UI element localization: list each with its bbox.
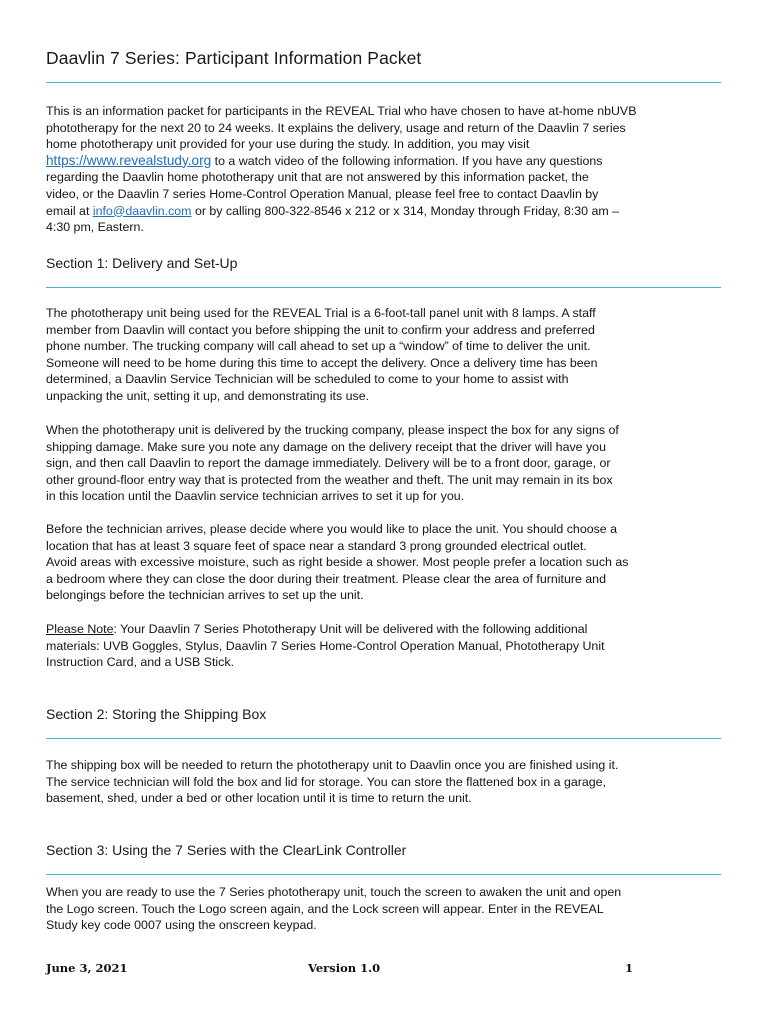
section1-paragraph-2: [46, 422, 736, 505]
paragraph-line: Study key code 0007 using the onscreen keypad.: [46, 918, 317, 933]
note-text: : Your Daavlin 7 Series Phototherapy Unit will be delivered with the following additional: [113, 622, 588, 636]
paragraph-line: Instruction Card, and a USB Stick.: [46, 655, 235, 670]
paragraph-line: determined, a Daavlin Service Technician will be scheduled to come to your home to assist with: [46, 372, 569, 387]
paragraph-line: in this location until the Daavlin service technician arrives to set it up for you.: [46, 489, 465, 504]
footer-date: June 3, 2021: [46, 961, 128, 975]
paragraph-line: other ground-floor entry way that is protected from the weather and theft. The unit may remain in its box: [46, 472, 613, 487]
paragraph-line: shipping damage. Make sure you note any damage on the delivery receipt that the driver will have you: [46, 439, 606, 454]
section3-divider: [46, 874, 721, 875]
paragraph-line: When you are ready to use the 7 Series phototherapy unit, touch the screen to awaken the unit and open: [46, 885, 622, 899]
section3-heading: Section 3: Using the 7 Series with the ClearLink Controller: [46, 842, 407, 858]
paragraph-line: The service technician will fold the box and lid for storage. You can store the flattened box in a garage,: [46, 774, 606, 789]
title-divider: [46, 82, 721, 83]
paragraph-line: a bedroom where they can close the door during their treatment. Please clear the area of furniture and: [46, 571, 606, 586]
paragraph-line: The phototherapy unit being used for the REVEAL Trial is a 6-foot-tall panel unit with 8 lamps. A staff: [46, 306, 596, 320]
paragraph-line: Avoid areas with excessive moisture, such as right beside a shower. Most people prefer a location such as: [46, 555, 629, 570]
paragraph-line: member from Daavlin will contact you before shipping the unit to confirm your address and preferred: [46, 322, 595, 337]
revealstudy-link[interactable]: https://www.revealstudy.org: [46, 152, 212, 168]
section1-paragraph-1: [46, 305, 736, 405]
intro-line: This is an information packet for participants in the REVEAL Trial who have chosen to have at-home nbUVB: [46, 104, 637, 118]
please-note-label: Please Note: [46, 622, 114, 636]
section2-divider: [46, 738, 721, 739]
intro-text: or by calling 800-322-8546 x 212 or x 314, Monday through Friday, 8:30 am –: [191, 203, 620, 218]
section3-paragraph: [46, 884, 736, 934]
paragraph-line: phone number. The trucking company will call ahead to set up a “window” of time to deliver the unit.: [46, 339, 591, 354]
paragraph-line: unpacking the unit, setting it up, and demonstrating its use.: [46, 388, 370, 403]
email-link[interactable]: info@daavlin.com: [92, 203, 192, 218]
paragraph-line: sign, and then call Daavlin to report the damage immediately. Delivery will be to a front door, garage, or: [46, 456, 611, 471]
intro-line: [46, 203, 736, 220]
please-note-paragraph: [46, 621, 736, 671]
intro-line: regarding the Daavlin home phototherapy unit that are not answered by this information packet, the: [46, 170, 589, 185]
intro-text: email at: [46, 203, 93, 218]
paragraph-line: belongings before the technician arrives to set up the unit.: [46, 588, 364, 603]
section1-heading: Section 1: Delivery and Set-Up: [46, 255, 238, 271]
section2-paragraph: [46, 757, 736, 807]
paragraph-line: basement, shed, under a bed or other location until it is time to return the unit.: [46, 791, 472, 806]
paragraph-line: When the phototherapy unit is delivered by the trucking company, please inspect the box for any signs of: [46, 423, 619, 437]
paragraph-line: Someone will need to be home during this time to accept the delivery. Once a delivery time has been: [46, 355, 598, 370]
intro-line: 4:30 pm, Eastern.: [46, 220, 144, 235]
document-title: Daavlin 7 Series: Participant Information Packet: [46, 48, 422, 68]
paragraph-line: Before the technician arrives, please decide where you would like to place the unit. You should choose a: [46, 522, 618, 536]
footer-version: Version 1.0: [308, 961, 381, 975]
paragraph-line: materials: UVB Goggles, Stylus, Daavlin 7 Series Home-Control Operation Manual, Phototherapy Unit: [46, 638, 605, 653]
section1-paragraph-3: [46, 521, 736, 604]
section1-divider: [46, 287, 721, 288]
intro-paragraph: [46, 103, 736, 236]
paragraph-line: The shipping box will be needed to return the phototherapy unit to Daavlin once you are finished using it.: [46, 758, 619, 772]
intro-line: home phototherapy unit provided for your use during the study. In addition, you may visit: [46, 137, 530, 152]
footer-page-number: 1: [625, 961, 634, 975]
section2-heading: Section 2: Storing the Shipping Box: [46, 706, 267, 722]
intro-text: to a watch video of the following information. If you have any questions: [211, 153, 603, 168]
paragraph-line: the Logo screen. Touch the Logo screen again, and the Lock screen will appear. Enter in the REVEAL: [46, 901, 604, 916]
paragraph-line: location that has at least 3 square feet of space near a standard 3 prong grounded electrical outlet.: [46, 538, 587, 553]
intro-line: phototherapy for the next 20 to 24 weeks. It explains the delivery, usage and return of the Daavlin 7 series: [46, 120, 626, 135]
paragraph-line: [46, 621, 736, 638]
intro-line: [46, 153, 736, 170]
intro-line: video, or the Daavlin 7 series Home-Control Operation Manual, please feel free to contact Daavlin by: [46, 186, 599, 201]
